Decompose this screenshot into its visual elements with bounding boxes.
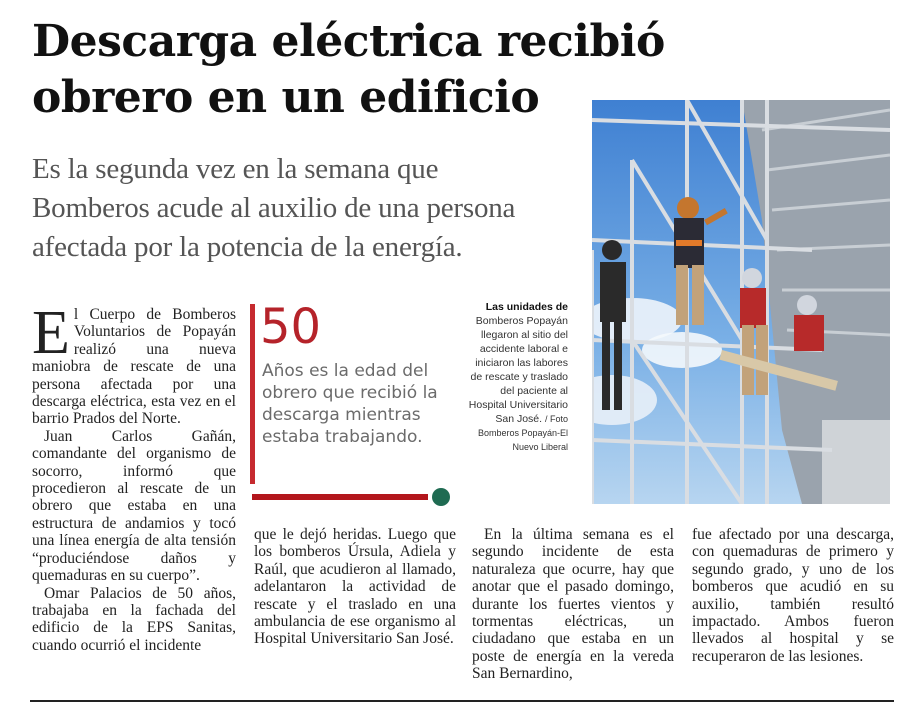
drop-cap: E xyxy=(32,299,70,367)
subheadline-line-1: Es la segunda vez en la semana que xyxy=(32,153,439,185)
subheadline-line-2: Bomberos acude al auxilio de una persona xyxy=(32,192,516,224)
body-column-3 xyxy=(472,526,674,683)
headline-line-1: Descarga eléctrica recibió xyxy=(32,16,665,67)
paragraph-worker: Omar Palacios de 50 años, trabajaba en la fachada del edificio de la EPS Sanitas, cuando ocurrió el incidente xyxy=(32,584,236,654)
paragraph-second-incident: En la última semana es el segundo incidente de esta naturaleza que ocurre, hay que anotar que el pasado domingo, durante los fuertes vientos y tormentas eléctricas, un ciudadano que estaba en un poste de energía en la vereda San Bernardino, xyxy=(472,526,674,683)
caption-credit: / Foto Bomberos Popayán-El Nuevo Liberal xyxy=(477,414,568,452)
paragraph-commander: Juan Carlos Gañán, comandante del organismo de socorro, informó que procedieron al rescate de un obrero que estaba en una estructura de andamios y tocó una línea energía de alta tensión “produciéndose daños y quemaduras en su cuerpo”. xyxy=(32,427,236,585)
body-column-2 xyxy=(254,526,456,648)
pull-quote-dot xyxy=(432,488,450,506)
paragraph-outcome: fue afectado por una descarga, con quemaduras de primero y segundo grado, y uno de los bomberos que acudió en su auxilio, también resultó impactado. Ambos fueron llevados al hospital y se recuperaron de las lesiones. xyxy=(692,526,894,665)
pull-quote-divider xyxy=(252,494,428,500)
paragraph-rescue: que le dejó heridas. Luego que los bomberos Úrsula, Adiela y Raúl, que acudieron al llamado, adelantaron la actividad de rescate y el traslado en una ambulancia de ese organismo al Hospital Universitario San José. xyxy=(254,526,456,648)
headline-line-2: obrero en un edificio xyxy=(32,72,540,123)
caption-body: Bomberos Popayán llegaron al sitio del accidente laboral e iniciaron las labores de rescate y traslado del paciente al Hospital Universitario San José. xyxy=(468,315,568,425)
subheadline-line-3: afectada por la potencia de la energía. xyxy=(32,231,463,263)
pull-quote xyxy=(250,300,450,500)
photo-caption xyxy=(462,300,568,454)
bottom-rule xyxy=(30,700,894,702)
rescue-photo xyxy=(592,100,890,504)
body-column-4 xyxy=(692,526,894,665)
pull-quote-accent-bar xyxy=(250,304,255,484)
scaffold-rescue-image xyxy=(592,100,890,504)
paragraph-intro: El Cuerpo de Bomberos Voluntarios de Popayán realizó una nueva maniobra de rescate de una persona afectada por una descarga eléctrica, esta vez en el barrio Prados del Norte. xyxy=(32,299,236,428)
body-column-1 xyxy=(32,299,236,654)
pull-quote-number: 50 xyxy=(260,299,322,355)
pull-quote-text: Años es la edad del obrero que recibió la descarga mientras estaba trabajando. xyxy=(262,361,438,447)
subheadline xyxy=(32,150,592,267)
caption-lead: Las unidades de xyxy=(485,301,568,313)
